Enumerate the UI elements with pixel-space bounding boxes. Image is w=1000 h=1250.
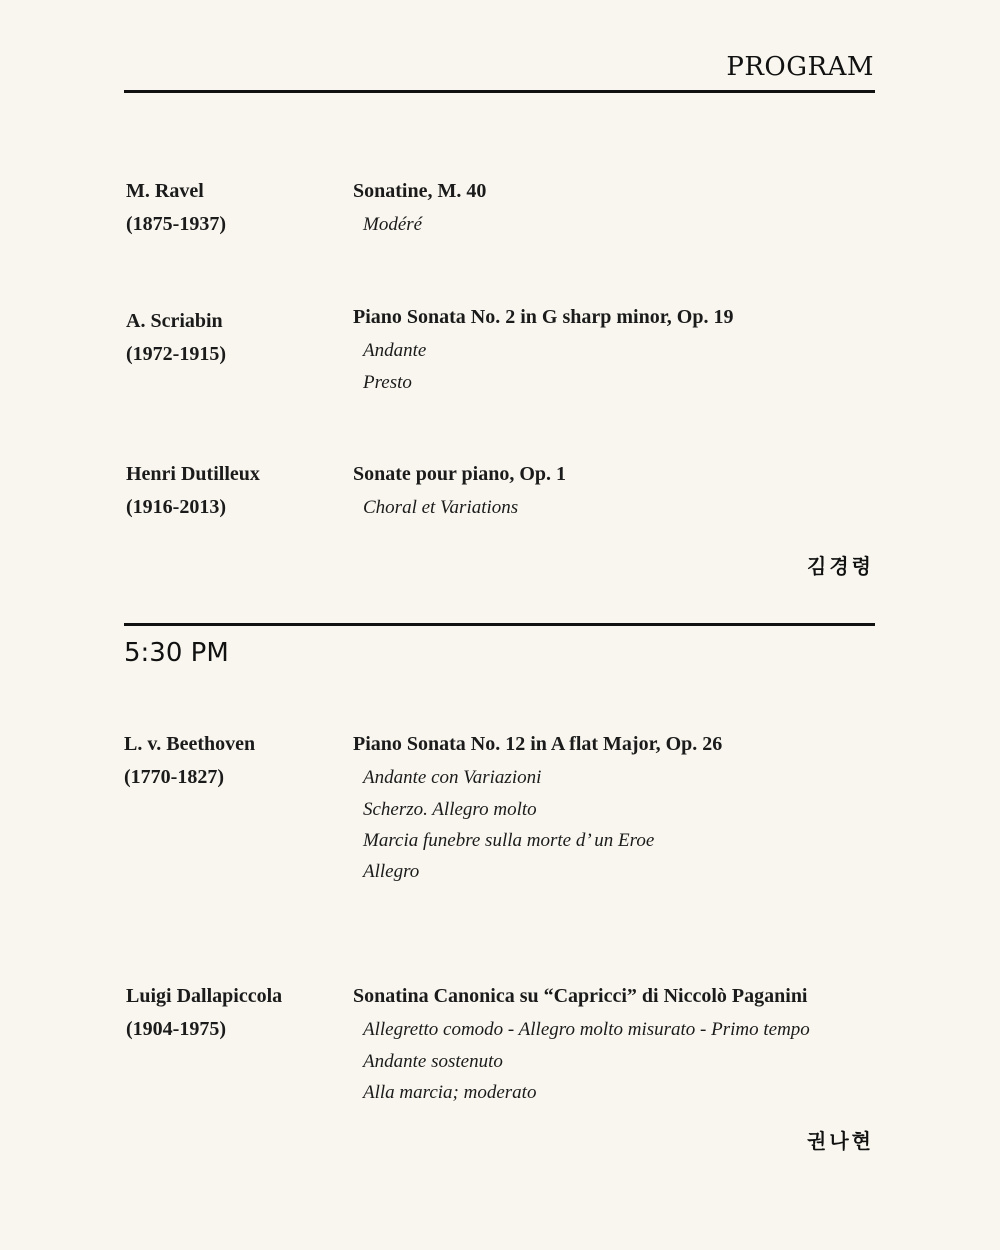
movement: Allegretto comodo - Allegro molto misurato - Primo tempo — [363, 1019, 810, 1040]
work — [353, 301, 893, 398]
composer-name: L. v. Beethoven — [124, 733, 256, 755]
composer-name: M. Ravel — [126, 180, 204, 202]
page-title: PROGRAM — [726, 52, 874, 82]
work — [353, 458, 893, 524]
movement: Presto — [363, 372, 412, 393]
composer — [126, 175, 346, 241]
performer-name: 김경령 — [807, 554, 874, 578]
composer-name: Luigi Dallapiccola — [126, 985, 283, 1007]
composer — [124, 728, 344, 794]
work-title: Sonate pour piano, Op. 1 — [353, 463, 567, 485]
movement: Scherzo. Allegro molto — [363, 799, 537, 820]
composer-years: (1972-1915) — [126, 343, 226, 365]
movement: Andante con Variazioni — [363, 767, 542, 788]
composer — [126, 305, 346, 371]
movement: Allegro — [363, 861, 420, 882]
work-title: Piano Sonata No. 12 in A flat Major, Op. 26 — [353, 733, 723, 755]
session-time: 5:30 PM — [124, 638, 229, 668]
composer-years: (1916-2013) — [126, 496, 226, 518]
work-title: Sonatine, M. 40 — [353, 180, 487, 202]
section-divider — [124, 623, 875, 626]
work-title: Sonatina Canonica su “Capricci” di Niccolò Paganini — [353, 985, 808, 1007]
movement: Alla marcia; moderato — [363, 1082, 537, 1103]
movement: Choral et Variations — [363, 497, 519, 518]
work — [353, 175, 893, 241]
top-divider — [124, 90, 875, 93]
composer-years: (1770-1827) — [124, 766, 224, 788]
work-title: Piano Sonata No. 2 in G sharp minor, Op. 19 — [353, 306, 734, 328]
movement: Andante — [363, 340, 427, 361]
composer-years: (1875-1937) — [126, 213, 226, 235]
movement: Modéré — [363, 214, 423, 235]
composer-name: Henri Dutilleux — [126, 463, 260, 485]
movement: Marcia funebre sulla morte d’ un Eroe — [363, 830, 655, 851]
composer — [126, 980, 346, 1046]
composer-name: A. Scriabin — [126, 310, 223, 332]
work — [353, 980, 893, 1108]
movement: Andante sostenuto — [363, 1051, 503, 1072]
composer — [126, 458, 346, 524]
work — [353, 728, 893, 887]
composer-years: (1904-1975) — [126, 1018, 226, 1040]
performer-name: 권나현 — [807, 1129, 874, 1153]
